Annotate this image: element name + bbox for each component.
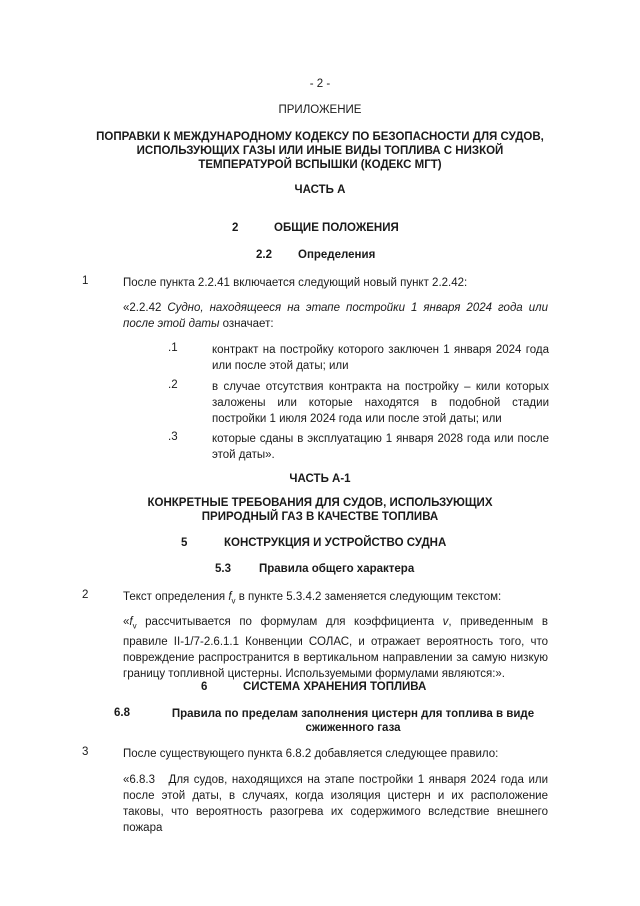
title-line: ИСПОЛЬЗУЮЩИХ ГАЗЫ ИЛИ ИНЫЕ ВИДЫ ТОПЛИВА С НИЗКОЙ <box>136 145 504 157</box>
part-a1-title <box>0 496 640 524</box>
quote-open: « <box>123 616 130 628</box>
amendment-quote: «6.8.3 Для судов, находящихся на этапе постройки 1 января 2024 года или после этой даты, в случаях, когда изоляция цистерн и их расположение таковы, что вероятность разогрева их содержимого вследствие внешнего пожара <box>123 774 552 834</box>
title-line: ПОПРАВКИ К МЕЖДУНАРОДНОМУ КОДЕКСУ ПО БЕЗОПАСНОСТИ ДЛЯ СУДОВ, <box>96 131 544 143</box>
amendment-number: 2 <box>82 589 89 601</box>
title-line: КОНКРЕТНЫЕ ТРЕБОВАНИЯ ДЛЯ СУДОВ, ИСПОЛЬЗУЮЩИХ <box>147 497 493 509</box>
quote-text: , приведенным в правиле II-1/7-2.6.1.1 Конвенции СОЛАС, и отражает вероятность того, что повреждение распространится в вертикальном направлении за самую низкую границу топливной цистерны. Используемыми формулами являются:». <box>123 616 548 681</box>
amendment-number: 1 <box>82 275 89 287</box>
section-5-heading <box>181 537 447 549</box>
title-line: сжиженного газа <box>305 722 401 734</box>
section-number: 5 <box>181 537 188 549</box>
section-2-2-heading <box>256 249 376 261</box>
quote-prefix: «2.2.42 <box>123 302 162 314</box>
quote-text: рассчитывается по формулам для коэффициента <box>136 616 443 628</box>
section-title: Определения <box>298 249 376 261</box>
document-title <box>0 130 640 172</box>
list-item-text: которые сданы в эксплуатацию 1 января 2028 года или после этой даты». <box>212 433 549 461</box>
amendment-quote <box>123 614 548 682</box>
part-a1-heading: ЧАСТЬ А-1 <box>289 473 351 485</box>
section-title: ОБЩИЕ ПОЛОЖЕНИЯ <box>274 222 399 234</box>
title-line: ТЕМПЕРАТУРОЙ ВСПЫШКИ (КОДЕКС МГТ) <box>198 159 442 171</box>
title-line: ПРИРОДНЫЙ ГАЗ В КАЧЕСТВЕ ТОПЛИВА <box>201 511 439 523</box>
page-number: - 2 - <box>309 78 331 90</box>
section-6-8-heading <box>114 707 554 734</box>
symbol-v: v <box>442 616 449 628</box>
section-number: 2.2 <box>256 249 272 261</box>
symbol-subscript: v <box>231 596 236 606</box>
section-2-heading <box>232 222 399 234</box>
section-number: 5.3 <box>215 563 231 575</box>
intro-text: Текст определения <box>123 591 229 603</box>
section-number: 6.8 <box>114 707 130 719</box>
section-title: КОНСТРУКЦИЯ И УСТРОЙСТВО СУДНА <box>224 537 447 549</box>
amendment-intro: После существующего пункта 6.8.2 добавляется следующее правило: <box>123 748 499 760</box>
quote-italic-term: Судно, находящееся на этапе постройки 1 января 2024 года или после этой даты <box>123 302 548 330</box>
quote-suffix: означает: <box>219 318 274 330</box>
list-item-number: .3 <box>168 431 178 443</box>
list-item-number: .2 <box>168 379 178 391</box>
appendix-heading: ПРИЛОЖЕНИЕ <box>278 104 362 116</box>
list-item-text: в случае отсутствия контракта на постройку – кили которых заложены или которые находятся в подобной стадии постройки 1 июля 2024 года или после этой даты; или <box>212 381 549 425</box>
section-5-3-heading <box>215 563 415 575</box>
symbol-subscript: v <box>132 621 137 631</box>
section-6-heading <box>201 681 427 693</box>
amendment-intro <box>123 589 548 609</box>
part-a-heading: ЧАСТЬ А <box>294 184 346 196</box>
symbol-f: f <box>228 591 232 603</box>
section-title: СИСТЕМА ХРАНЕНИЯ ТОПЛИВА <box>243 681 427 693</box>
intro-text: в пункте 5.3.4.2 заменяется следующим текстом: <box>235 591 502 603</box>
title-line: Правила по пределам заполнения цистерн для топлива в виде <box>171 708 535 720</box>
amendment-quote <box>123 300 548 332</box>
symbol-f: f <box>129 616 133 628</box>
list-item-number: .1 <box>168 342 178 354</box>
amendment-number: 3 <box>82 746 89 758</box>
section-number: 6 <box>201 681 208 693</box>
amendment-intro: После пункта 2.2.41 включается следующий новый пункт 2.2.42: <box>123 277 468 289</box>
section-number: 2 <box>232 222 239 234</box>
section-title: Правила общего характера <box>259 563 415 575</box>
section-title <box>114 707 554 735</box>
list-item-text: контракт на постройку которого заключен 1 января 2024 года или после этой даты; или <box>212 344 549 372</box>
